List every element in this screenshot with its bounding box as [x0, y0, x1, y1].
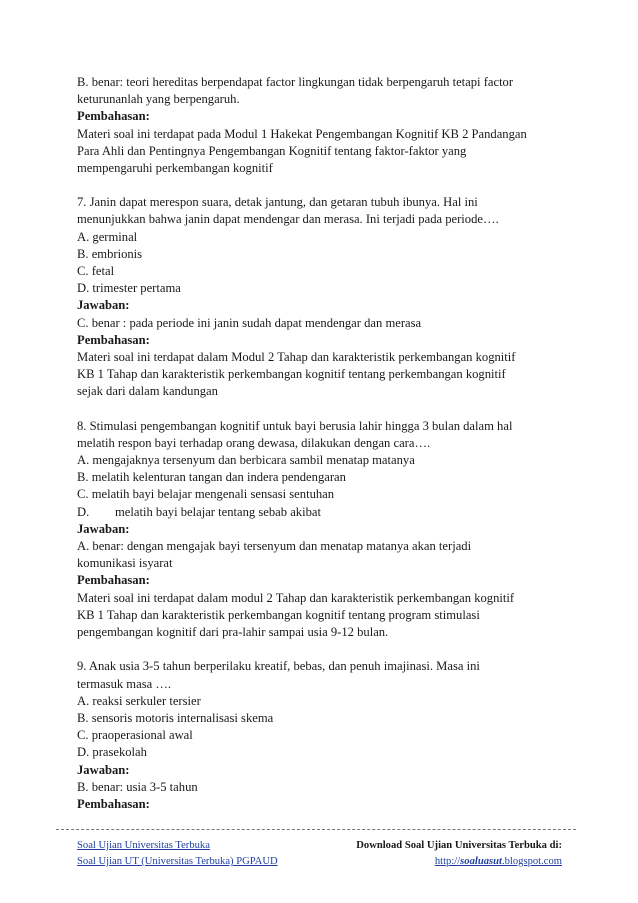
text-line: keturunanlah yang berpengaruh. — [77, 92, 240, 107]
text-line: Materi soal ini terdapat pada Modul 1 Hakekat Pengembangan Kognitif KB 2 Pandangan — [77, 126, 527, 141]
question-text: 7. Janin dapat merespon suara, detak jantung, dan getaran tubuh ibunya. Hal ini — [77, 195, 478, 210]
section-heading: Jawaban: — [77, 521, 130, 536]
answer-option: D. prasekolah — [77, 745, 147, 760]
text-line: Materi soal ini terdapat dalam Modul 2 Tahap dan karakteristik perkembangan kognitif — [77, 350, 516, 365]
answer-option: A. reaksi serkuler tersier — [77, 693, 201, 708]
footer-link-ut[interactable]: Soal Ujian Universitas Terbuka — [77, 840, 210, 851]
answer-option: A. germinal — [77, 229, 138, 244]
text-line: pengembangan kognitif dari pra-lahir sampai usia 9-12 bulan. — [77, 625, 389, 640]
text-line: A. benar: dengan mengajak bayi tersenyum dan menatap matanya akan terjadi — [77, 539, 472, 554]
text-line: mempengaruhi perkembangan kognitif — [77, 161, 273, 176]
question-text: menunjukkan bahwa janin dapat mendengar dan merasa. Ini terjadi pada periode…. — [77, 212, 499, 227]
site-link-prefix: http:// — [434, 856, 461, 867]
section-heading: Pembahasan: — [77, 573, 150, 588]
option-text: melatih bayi belajar tentang sebab akibat — [115, 504, 321, 519]
text-line: B. benar: usia 3-5 tahun — [77, 779, 198, 794]
download-label: Download Soal Ujian Universitas Terbuka di: — [356, 840, 562, 851]
section-heading: Jawaban: — [77, 762, 130, 777]
site-link-name: soaluasut — [460, 856, 502, 867]
answer-option: D. trimester pertama — [77, 281, 181, 296]
text-line: komunikasi isyarat — [77, 556, 173, 571]
text-line: Para Ahli dan Pentingnya Pengembangan Kognitif tentang faktor-faktor yang — [77, 143, 467, 158]
text-line: C. benar : pada periode ini janin sudah dapat mendengar dan merasa — [77, 315, 422, 330]
option-letter: D. — [77, 504, 90, 519]
text-line: KB 1 Tahap dan karakteristik perkembangan kognitif tentang program stimulasi — [77, 607, 480, 622]
section-heading: Pembahasan: — [77, 109, 150, 124]
section-heading: Pembahasan: — [77, 332, 150, 347]
text-line: B. benar: teori hereditas berpendapat factor lingkungan tidak berpengaruh tetapi factor — [77, 75, 514, 89]
section-heading: Jawaban: — [77, 298, 130, 313]
text-line: sejak dari dalam kandungan — [77, 384, 218, 399]
answer-option: C. fetal — [77, 264, 115, 279]
document-body — [77, 74, 567, 813]
answer-option — [77, 504, 567, 521]
footer-link-pgpaud[interactable]: Soal Ujian UT (Universitas Terbuka) PGPAUD — [77, 856, 278, 867]
answer-option: A. mengajaknya tersenyum dan berbicara sambil menatap matanya — [77, 453, 415, 468]
answer-option: C. praoperasional awal — [77, 728, 193, 743]
answer-option: B. melatih kelenturan tangan dan indera pendengaran — [77, 470, 346, 485]
text-line: KB 1 Tahap dan karakteristik perkembangan kognitif tentang perkembangan kognitif — [77, 367, 506, 382]
question-text: 8. Stimulasi pengembangan kognitif untuk bayi berusia lahir hingga 3 bulan dalam hal — [77, 418, 513, 433]
section-heading: Pembahasan: — [77, 796, 150, 811]
footer-divider — [56, 829, 576, 830]
answer-option: B. embrionis — [77, 246, 143, 261]
question-text: termasuk masa …. — [77, 676, 172, 691]
footer-left — [77, 838, 278, 870]
answer-option: B. sensoris motoris internalisasi skema — [77, 710, 274, 725]
question-text: 9. Anak usia 3-5 tahun berperilaku kreatif, bebas, dan penuh imajinasi. Masa ini — [77, 659, 480, 674]
site-link-suffix: .blogspot.com — [501, 856, 562, 867]
site-link[interactable] — [435, 856, 562, 867]
text-line: Materi soal ini terdapat dalam modul 2 Tahap dan karakteristik perkembangan kognitif — [77, 590, 515, 605]
blank-line — [77, 641, 567, 658]
blank-line — [77, 401, 567, 418]
blank-line — [77, 177, 567, 194]
answer-option: C. melatih bayi belajar mengenali sensasi sentuhan — [77, 487, 335, 502]
question-text: melatih respon bayi terhadap orang dewasa, dilakukan dengan cara…. — [77, 435, 431, 450]
footer-right — [330, 838, 562, 870]
